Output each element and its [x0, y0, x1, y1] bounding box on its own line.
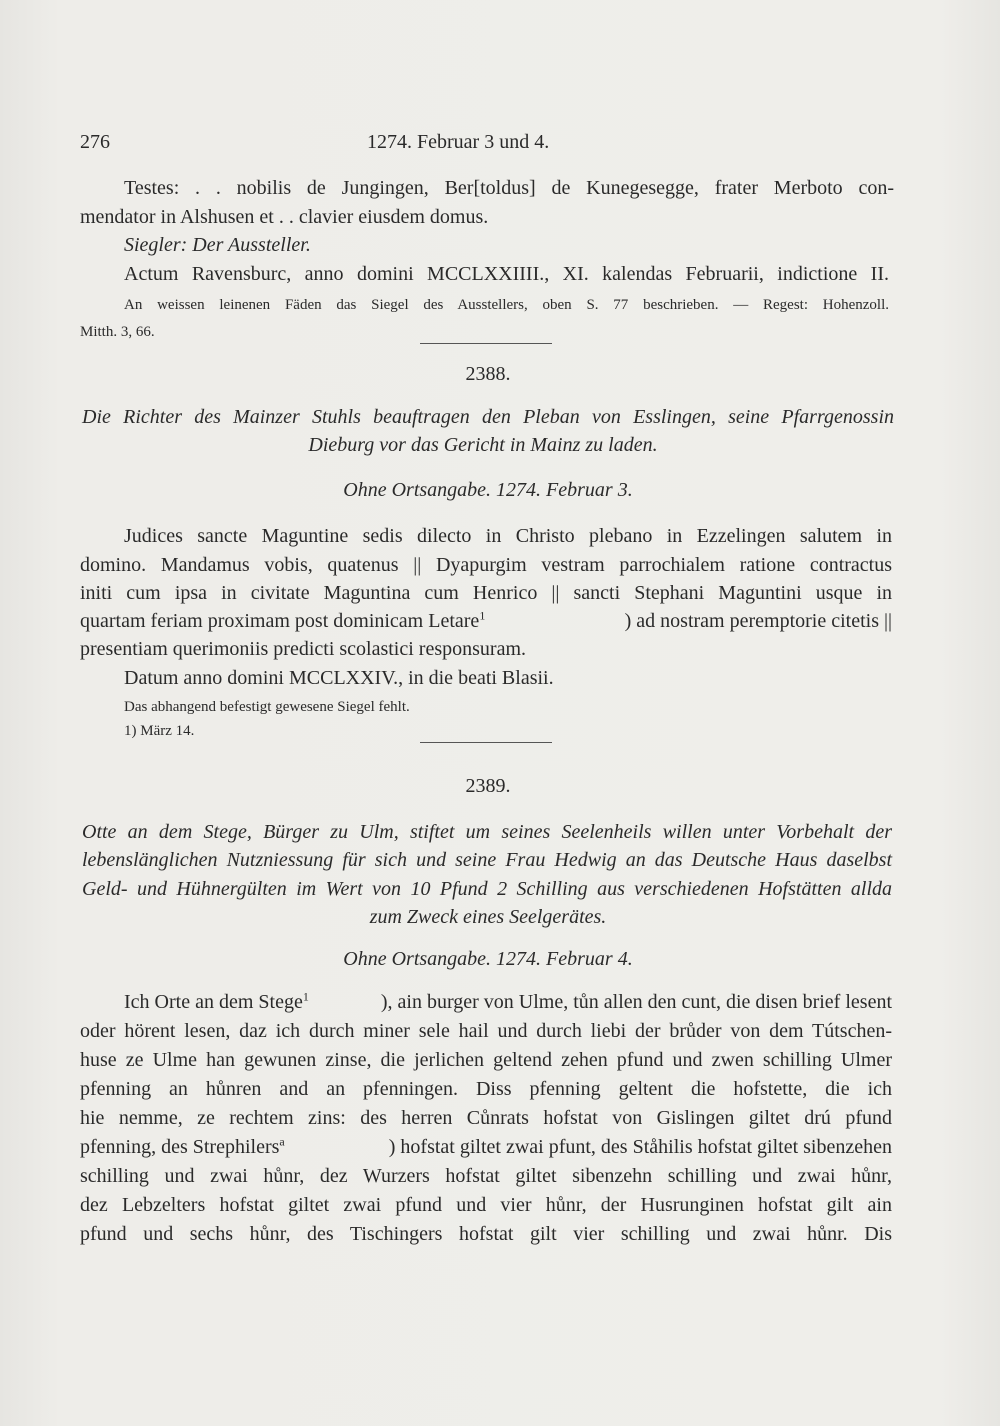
text-line-7: schilling und zwai hůnr, dez Wurzers hofstat giltet sibenzehn schilling und zwai hůnr, — [80, 1165, 892, 1187]
text-line-5: presentiam querimoniis predicti scolastici responsuram. — [80, 638, 526, 660]
date-line: Ohne Ortsangabe. 1274. Februar 4. — [343, 948, 633, 970]
text-line-2: oder hörent lesen, daz ich durch miner sele hail und durch liebi der brůder von dem Tútschen- — [80, 1020, 892, 1042]
regest-line-1: Otte an dem Stege, Bürger zu Ulm, stiftet um seines Seelenheils willen unter Vorbehalt der — [82, 821, 892, 843]
testes-line-2: mendator in Alshusen et . . clavier eiusdem domus. — [80, 206, 489, 228]
actum-line: Actum Ravensburc, anno domini MCCLXXIIII., XI. kalendas Februarii, indictione II. — [124, 263, 889, 285]
footnote: 1) März 14. — [124, 723, 195, 739]
text-line-1-part-1: Ich Orte an dem Stege$^1$ — [124, 989, 309, 1013]
seal-note-line-1: An weissen leinenen Fäden das Siegel des Ausstellers, oben S. 77 beschrieben. — Regest: Hohenzoll. — [124, 297, 889, 313]
text-line-6 — [80, 1133, 892, 1161]
text-line-4 — [80, 607, 892, 635]
seal-note: Das abhangend befestigt gewesene Siegel fehlt. — [124, 699, 410, 715]
text-line-2: domino. Mandamus vobis, quatenus || Dyapurgim vestram parrochialem ratione contractus — [80, 554, 892, 576]
regest-line-3: Geld- und Hühnergülten im Wert von 10 Pfund 2 Schilling aus verschiedenen Hofstätten allda — [82, 878, 892, 900]
siegler-line: Siegler: Der Aussteller. — [124, 234, 311, 256]
date-line: Ohne Ortsangabe. 1274. Februar 3. — [343, 479, 633, 501]
text-line-4-part-2: ) ad nostram peremptorie citetis || — [624, 610, 892, 632]
footnote-ref: 1 — [479, 608, 486, 623]
document-number: 2389. — [465, 775, 511, 797]
seal-note-line-2: Mitth. 3, 66. — [80, 324, 155, 340]
regest-line-1: Die Richter des Mainzer Stuhls beauftragen den Pleban von Esslingen, seine Pfarrgenossin — [82, 406, 894, 428]
text-line-1 — [124, 988, 892, 1016]
text-line-4: pfenning an hůnren and an pfenningen. Diss pfenning geltent die hofstette, die ich — [80, 1078, 892, 1100]
datum-line: Datum anno domini MCCLXXIV., in die beati Blasii. — [124, 667, 554, 689]
text-line-3: huse ze Ulme han gewunen zinse, die jerlichen geltend zehen pfund und zwen schilling Ulmer — [80, 1049, 892, 1071]
separator-rule — [420, 742, 552, 743]
text-line-6-part-2: ) hofstat giltet zwai pfunt, des Ståhilis hofstat giltet sibenzehen — [388, 1136, 892, 1158]
footnote-ref: 1 — [302, 989, 309, 1004]
text-line-5: hie nemme, ze rechtem zins: des herren Cůnrats hofstat von Gislingen giltet drú pfund — [80, 1107, 892, 1129]
footnote-ref: a — [279, 1134, 285, 1149]
regest-line-4: zum Zweck eines Seelgerätes. — [369, 906, 607, 928]
testes-line-1: Testes: . . nobilis de Jungingen, Ber[toldus] de Kunegesegge, frater Merboto con- — [124, 177, 894, 199]
text-line-1: Judices sancte Maguntine sedis dilecto in Christo plebano in Ezzelingen salutem in — [124, 525, 892, 547]
text-line-4-part-1: quartam feriam proximam post dominicam Letare$^1$ — [80, 608, 486, 632]
regest-line-2: Dieburg vor das Gericht in Mainz zu laden. — [308, 434, 658, 456]
text-line-6-part-1: pfenning, des Strephilers$^a$ — [80, 1134, 285, 1158]
running-title: 1274. Februar 3 und 4. — [367, 131, 550, 153]
separator-rule — [420, 343, 552, 344]
regest-line-2: lebenslänglichen Nutzniessung für sich und seine Frau Hedwig an das Deutsche Haus daselbst — [82, 849, 892, 871]
document-number: 2388. — [465, 363, 511, 385]
text-line-8: dez Lebzelters hofstat giltet zwai pfund und vier hůnr, der Husrunginen hofstat gilt ain — [80, 1194, 892, 1216]
text-line-3: initi cum ipsa in civitate Maguntina cum Henrico || sancti Stephani Maguntini usque in — [80, 582, 892, 604]
text-line-9: pfund und sechs hůnr, des Tischingers hofstat gilt vier schilling und zwai hůnr. Dis — [80, 1223, 892, 1245]
page-number: 276 — [80, 131, 110, 153]
text-line-1-part-2: ), ain burger von Ulme, tůn allen den cunt, die disen brief lesent — [380, 991, 892, 1013]
